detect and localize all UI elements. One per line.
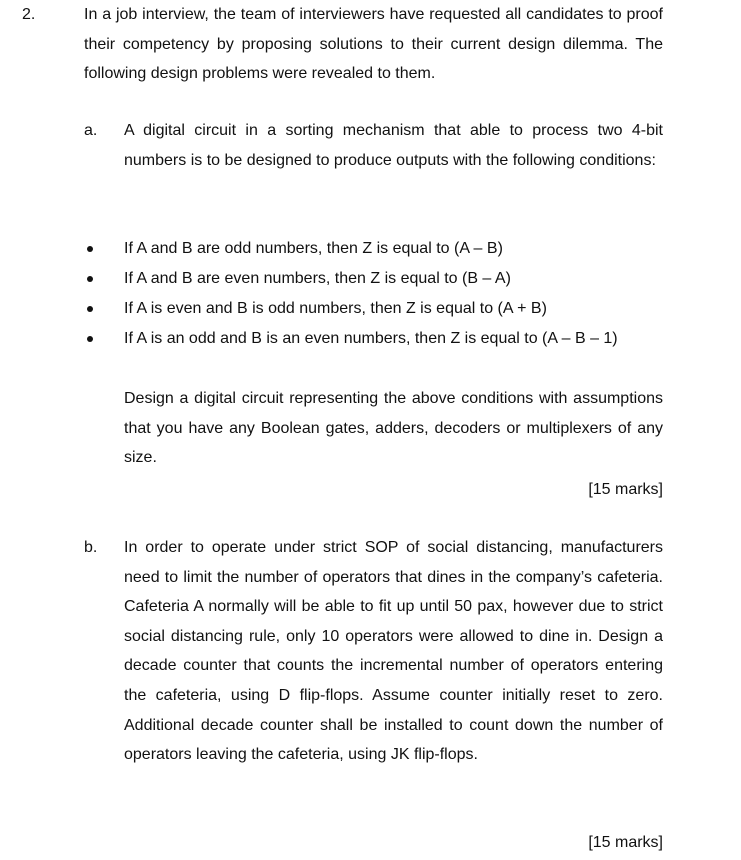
part-b-label: b. (84, 539, 98, 556)
bullet-icon (87, 336, 93, 342)
bullet-icon (87, 246, 93, 252)
condition-text: If A and B are even numbers, then Z is equal to (B – A) (124, 270, 511, 287)
part-a-task: Design a digital circuit representing the above conditions with assumptions that you have any Boolean gates, adders, decoders or multiplexers of any size. (124, 390, 663, 467)
question-intro: In a job interview, the team of interviewers have requested all candidates to proof their competency by proposing solutions to their current design dilemma. The following design problems were revealed to them. (84, 6, 663, 83)
condition-text: If A is an odd and B is an even numbers, then Z is equal to (A – B – 1) (124, 330, 618, 347)
condition-text: If A is even and B is odd numbers, then Z is equal to (A + B) (124, 300, 547, 317)
part-a-label: a. (84, 122, 98, 139)
bullet-icon (87, 276, 93, 282)
bullet-icon (87, 306, 93, 312)
part-a-description: A digital circuit in a sorting mechanism that able to process two 4-bit numbers is to be designed to produce outputs with the following conditions: (124, 122, 663, 169)
condition-text: If A and B are odd numbers, then Z is equal to (A – B) (124, 240, 503, 257)
question-number: 2. (22, 6, 36, 23)
part-a-marks: [15 marks] (588, 481, 663, 498)
part-b-marks: [15 marks] (588, 834, 663, 851)
part-b-description: In order to operate under strict SOP of social distancing, manufacturers need to limit the number of operators that dines in the company’s cafeteria. Cafeteria A normally will be able to fit up until 50 pax, however due to strict social distancing rule, only 10 operators were allowed to dine in. Design a decade counter that counts the incremental number of operators entering the cafeteria, using D flip-flops. Assume counter initially reset to zero. Additional decade counter shall be installed to count down the number of operators leaving the cafeteria, using JK flip-flops. (124, 539, 663, 764)
